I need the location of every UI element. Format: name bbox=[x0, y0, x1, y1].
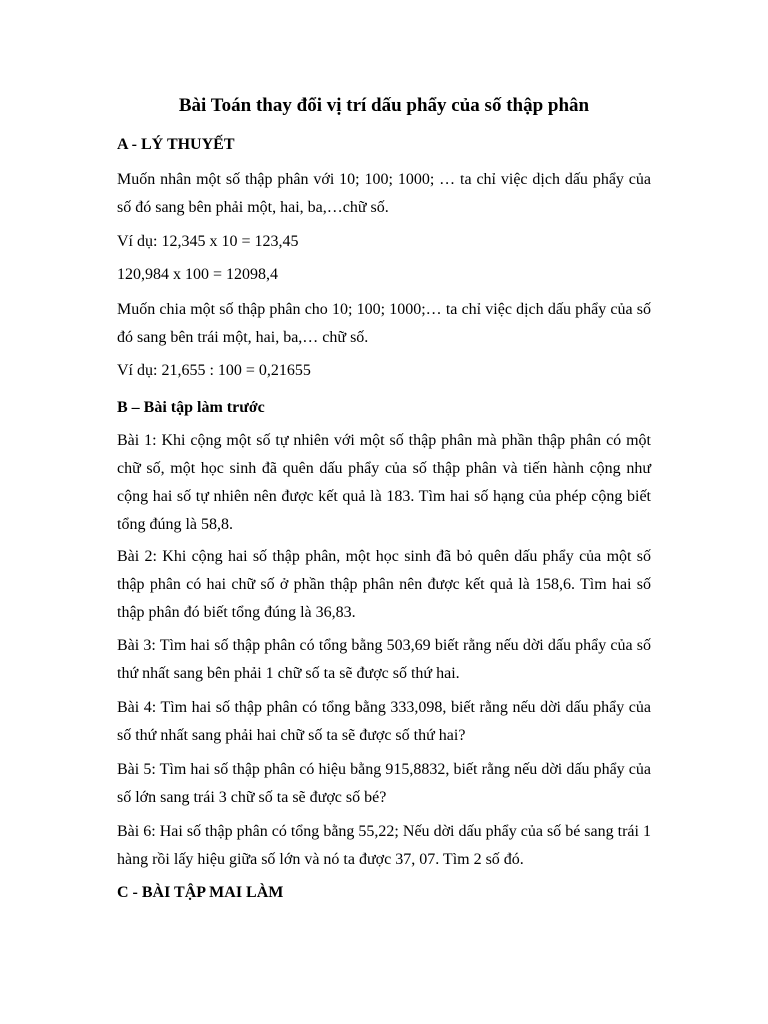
section-a-heading: A - LÝ THUYẾT bbox=[117, 136, 235, 153]
example-divide-100: Ví dụ: 21,655 : 100 = 0,21655 bbox=[117, 362, 311, 379]
exercise-2: Bài 2: Khi cộng hai số thập phân, một học sinh đã bỏ quên dấu phẩy của một số thập phân có hai chữ số ở phần thập phân nên được kết quả là 158,6. Tìm hai số thập phân đó biết tổng đúng là 36,83. bbox=[117, 548, 651, 621]
exercise-4: Bài 4: Tìm hai số thập phân có tổng bằng 333,098, biết rằng nếu dời dấu phẩy của số thứ nhất sang phải hai chữ số ta sẽ được số thứ hai? bbox=[117, 699, 651, 744]
exercise-1: Bài 1: Khi cộng một số tự nhiên với một số thập phân mà phần thập phân có một chữ số, một học sinh đã quên dấu phẩy của số thập phân và tiến hành cộng như cộng hai số tự nhiên nên được kết quả là 183. Tìm hai số hạng của phép cộng biết tổng đúng là 58,8. bbox=[117, 432, 651, 533]
exercise-5: Bài 5: Tìm hai số thập phân có hiệu bằng 915,8832, biết rằng nếu dời dấu phẩy của số lớn sang trái 3 chữ số ta sẽ được số bé? bbox=[117, 761, 651, 806]
exercise-3: Bài 3: Tìm hai số thập phân có tổng bằng 503,69 biết rằng nếu dời dấu phẩy của số thứ nhất sang bên phải 1 chữ số ta sẽ được số thứ hai. bbox=[117, 637, 651, 682]
example-multiply-10: Ví dụ: 12,345 x 10 = 123,45 bbox=[117, 233, 299, 250]
document-title: Bài Toán thay đổi vị trí dấu phẩy của số thập phân bbox=[178, 95, 590, 116]
exercise-6: Bài 6: Hai số thập phân có tổng bằng 55,22; Nếu dời dấu phẩy của số bé sang trái 1 hàng rồi lấy hiệu giữa số lớn và nó ta được 37, 07. Tìm 2 số đó. bbox=[117, 823, 651, 868]
section-c-heading: C - BÀI TẬP MAI LÀM bbox=[117, 884, 284, 901]
theory-multiply-paragraph: Muốn nhân một số thập phân với 10; 100; 1000; … ta chỉ việc dịch dấu phẩy của số đó sang bên phải một, hai, ba,…chữ số. bbox=[117, 171, 651, 216]
section-b-heading: B – Bài tập làm trước bbox=[117, 399, 265, 416]
example-multiply-100: 120,984 x 100 = 12098,4 bbox=[117, 266, 279, 283]
theory-divide-paragraph: Muốn chia một số thập phân cho 10; 100; 1000;… ta chỉ việc dịch dấu phẩy của số đó sang bên trái một, hai, ba,… chữ số. bbox=[117, 301, 651, 346]
